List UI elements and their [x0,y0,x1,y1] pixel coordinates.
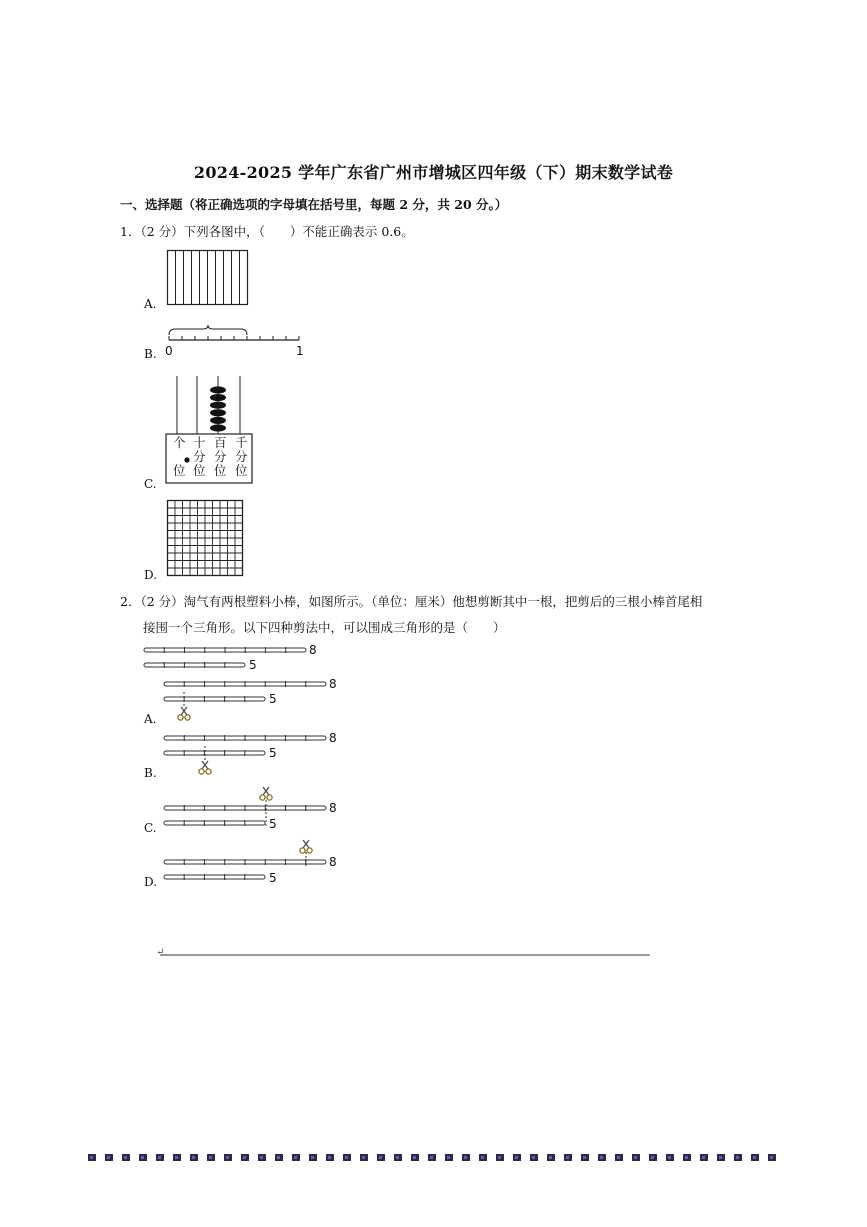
q2-option-b-label: B. [144,766,157,780]
option-c-length-8: 8 [329,801,337,815]
place-label-tenths-1: 十 [193,435,206,450]
option-b-length-5: 5 [269,746,277,760]
page-title: 2024-2025 学年广东省广州市增城区四年级（下）期末数学试卷 [193,163,674,182]
option-c-length-5: 5 [269,817,277,831]
place-label-hundredths-3: 位 [214,463,227,478]
place-label-hundredths-1: 百 [214,435,227,450]
q2-option-c-label: C. [144,821,157,835]
scissors-icon [260,787,272,800]
place-label-thousandths-2: 分 [235,449,248,464]
stick-length-8: 8 [309,643,317,657]
number-line-start-label: 0 [165,344,173,358]
q2-option-a-label: A. [144,712,157,726]
place-label-thousandths-1: 千 [235,435,248,450]
question-2-line-1: 2．（2 分）淘气有两根塑料小棒，如图所示。（单位：厘米）他想剪断其中一根，把剪后的三根小棒首尾相 [120,594,703,609]
question-2-line-2: 接围一个三角形。以下四种剪法中，可以围成三角形的是（ ） [143,620,506,635]
number-line-end-label: 1 [296,344,304,358]
option-a-length-8: 8 [329,677,337,691]
place-label-ones: 个 [173,435,186,450]
decorative-bottom-border [88,1152,788,1164]
paragraph-mark: ↵ [156,947,165,958]
q1-option-a-label: A. [144,297,157,311]
q1-option-c-label: C. [144,477,157,491]
section-heading: 一、选择题（将正确选项的字母填在括号里，每题 2 分，共 20 分。） [120,197,508,212]
question-1-text: 1．（2 分）下列各图中，（ ）不能正确表示 0.6。 [120,224,414,239]
option-a-length-5: 5 [269,692,277,706]
scissors-icon [178,707,190,720]
scissors-icon [199,761,211,774]
place-label-tenths-3: 位 [193,463,206,478]
q1-option-d-label: D. [144,568,158,582]
place-label-thousandths-3: 位 [235,463,248,478]
option-b-length-8: 8 [329,731,337,745]
scissors-icon [300,840,312,853]
stick-length-5: 5 [249,658,257,672]
place-label-ones-wei: 位 [173,463,186,478]
q2-option-d-label: D. [144,875,158,889]
q1-option-b-label: B. [144,347,157,361]
footer-separator-line [160,953,650,957]
place-label-tenths-2: 分 [193,449,206,464]
option-d-length-5: 5 [269,871,277,885]
place-label-hundredths-2: 分 [214,449,227,464]
option-d-length-8: 8 [329,855,337,869]
